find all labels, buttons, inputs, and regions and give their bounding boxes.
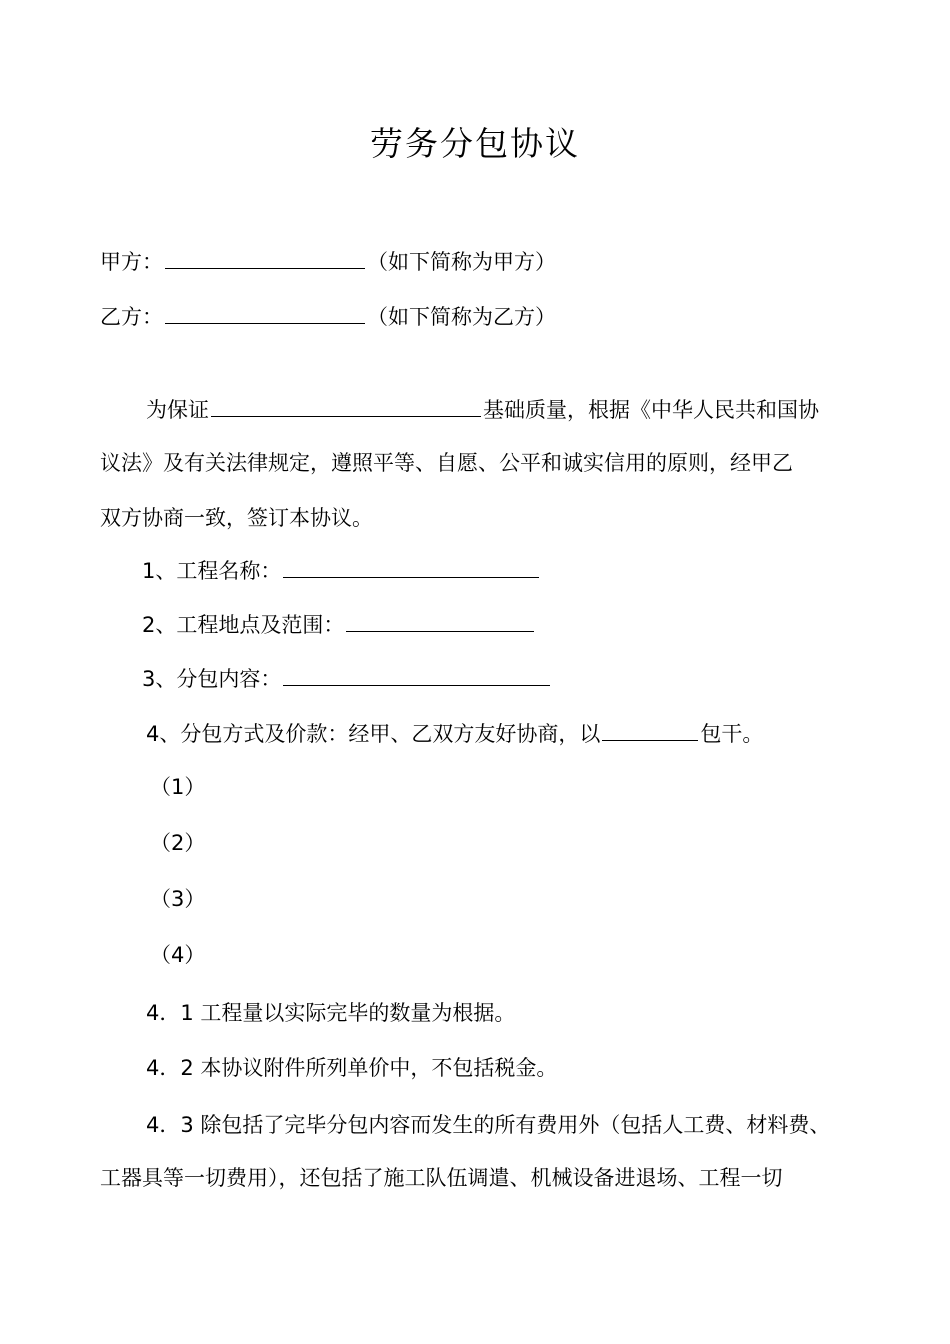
item-project-location bbox=[142, 609, 536, 639]
item-project-location-label: 2、工程地点及范围： bbox=[142, 613, 345, 637]
document-title: 劳务分包协议 bbox=[370, 124, 580, 163]
clause-4-2: 4．2 本协议附件所列单价中，不包括税金。 bbox=[146, 1056, 558, 1080]
clause-4-1: 4．1 工程量以实际完毕的数量为根据。 bbox=[146, 1001, 516, 1025]
project-name-blank bbox=[283, 555, 539, 578]
clause-4-3-line-2: 工器具等一切费用），还包括了施工队伍调遣、机械设备进退场、工程一切 bbox=[100, 1166, 783, 1190]
sub-item-4: （4） bbox=[150, 943, 206, 967]
project-blank bbox=[211, 394, 481, 417]
party-b-line bbox=[100, 301, 556, 331]
sub-item-2: （2） bbox=[150, 831, 206, 855]
subcontract-content-blank bbox=[283, 663, 550, 686]
party-b-note: （如下简称为乙方） bbox=[367, 305, 556, 329]
item-project-name-label: 1、工程名称： bbox=[142, 559, 282, 583]
intro-post-text: 基础质量，根据《中华人民共和国协 bbox=[483, 398, 819, 422]
intro-line-1 bbox=[146, 394, 819, 424]
clause-4-3-line-1: 4．3 除包括了完毕分包内容而发生的所有费用外（包括人工费、材料费、 bbox=[146, 1113, 831, 1137]
item-project-name bbox=[142, 555, 541, 585]
sub-item-1: （1） bbox=[150, 775, 206, 799]
item-subcontract-method bbox=[146, 718, 763, 748]
party-b-blank bbox=[165, 301, 365, 324]
party-a-label: 甲方： bbox=[100, 250, 163, 274]
item-subcontract-content-label: 3、分包内容： bbox=[142, 667, 282, 691]
sub-item-3: （3） bbox=[150, 887, 206, 911]
intro-line-3: 双方协商一致，签订本协议。 bbox=[100, 506, 373, 530]
party-b-label: 乙方： bbox=[100, 305, 163, 329]
item-method-post-text: 包干。 bbox=[700, 722, 764, 746]
item-subcontract-content bbox=[142, 663, 552, 693]
party-a-line bbox=[100, 246, 556, 276]
item-method-pre-text: 4、分包方式及价款：经甲、乙双方友好协商，以 bbox=[146, 722, 601, 746]
intro-pre-text: 为保证 bbox=[146, 398, 209, 422]
method-blank bbox=[602, 718, 698, 741]
project-location-blank bbox=[346, 609, 534, 632]
party-a-blank bbox=[165, 246, 365, 269]
party-a-note: （如下简称为甲方） bbox=[367, 250, 556, 274]
intro-line-2: 议法》及有关法律规定，遵照平等、自愿、公平和诚实信用的原则，经甲乙 bbox=[100, 451, 793, 475]
